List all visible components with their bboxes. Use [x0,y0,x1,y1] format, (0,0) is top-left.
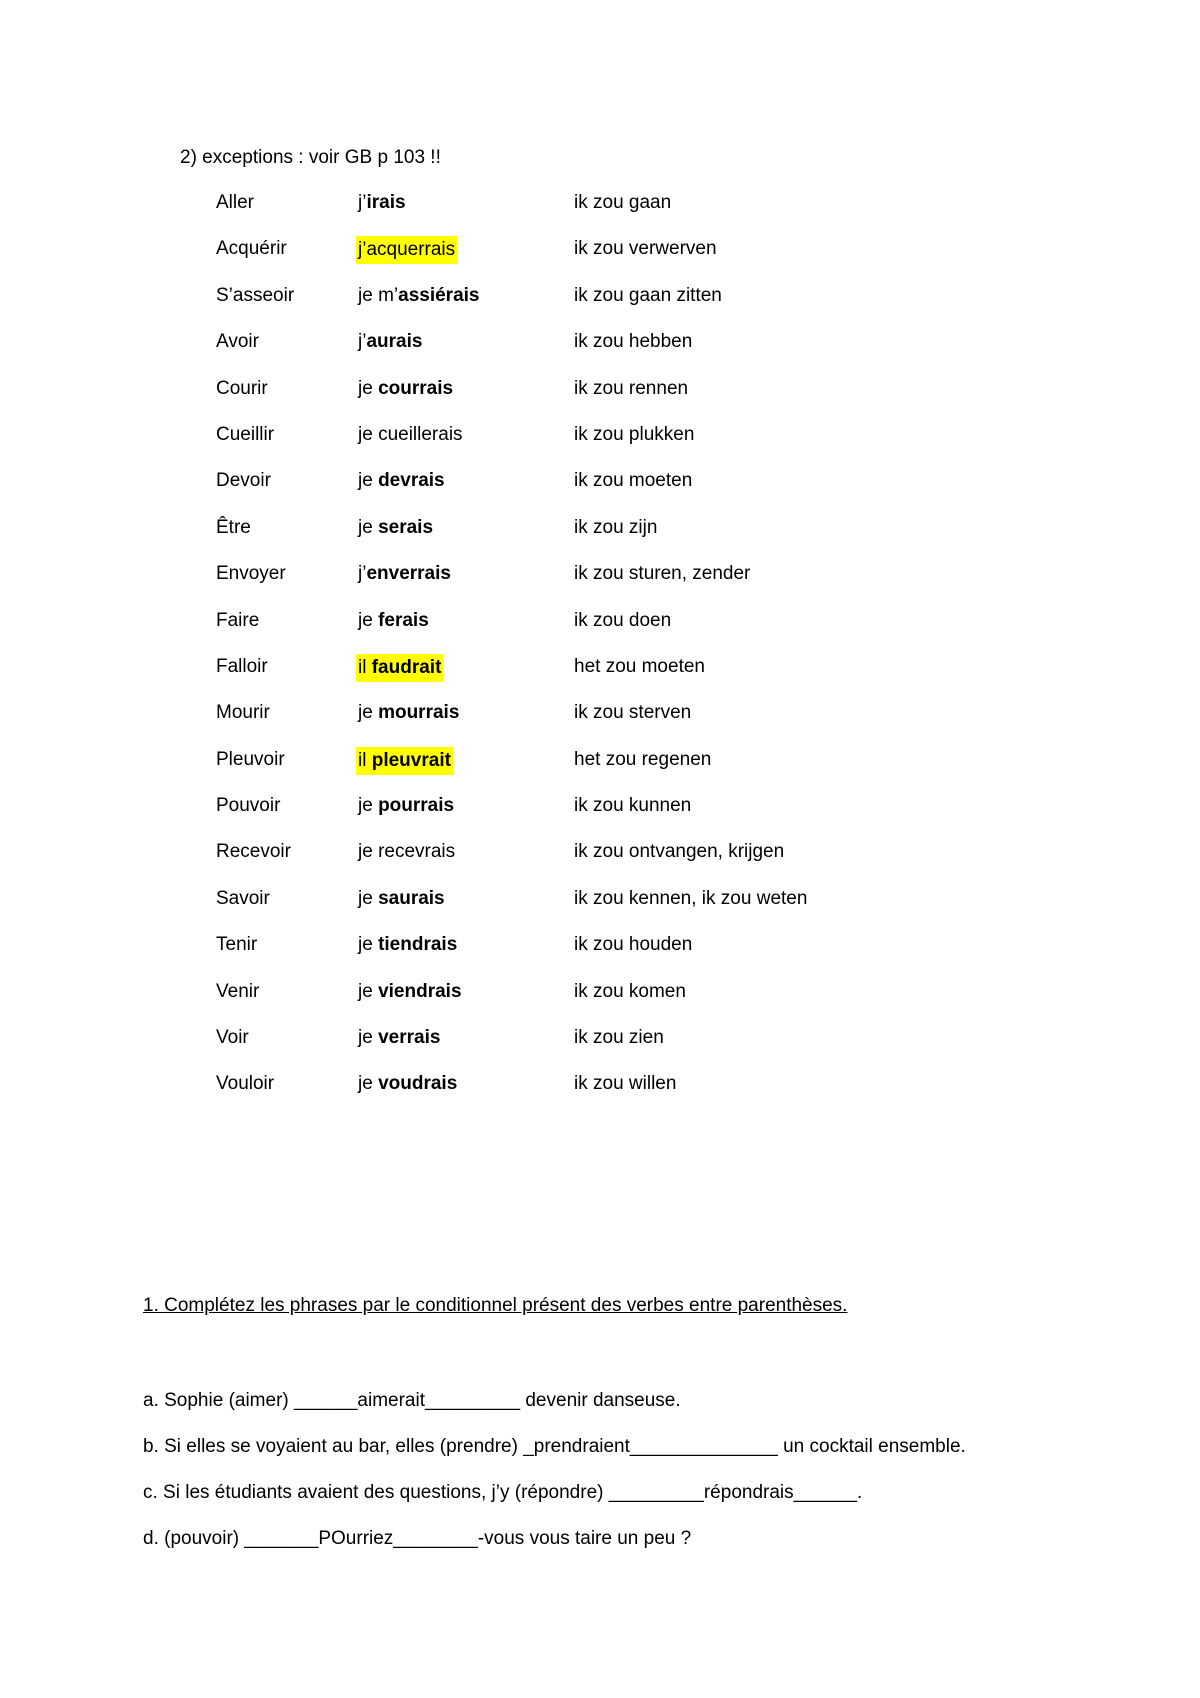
verb-row [216,422,1016,468]
exercise-sentence-d: d. (pouvoir) _______POurriez________-vous vous taire un peu ? [143,1528,692,1549]
verb-infinitive: Envoyer [216,563,286,585]
verb-conditional [358,979,462,1005]
verb-row [216,747,1016,793]
conditional-stem: je [358,1027,379,1049]
verb-infinitive: Faire [216,609,260,631]
verb-translation: ik zou gaan zitten [574,284,722,306]
conditional-stem: je [358,516,379,538]
verb-row [216,1071,1016,1117]
verb-row [216,654,1016,700]
verb-conditional [356,236,457,264]
conditional-form-bold: aurais [366,331,423,353]
verb-conditional [356,654,443,682]
verb-row [216,979,1016,1025]
verb-translation: ik zou willen [574,1073,677,1095]
verb-conditional [358,376,453,402]
exercise-title: 1. Complétez les phrases par le conditionnel présent des verbes entre parenthèses. [143,1295,848,1316]
verb-row [216,376,1016,422]
conditional-form-bold: devrais [378,470,445,492]
conditional-stem: je [358,702,379,724]
verb-infinitive: Avoir [216,331,259,353]
conditional-stem: j’ [358,563,367,585]
verb-row [216,839,1016,885]
verb-row [216,932,1016,978]
conditional-stem: je [358,795,379,817]
verb-infinitive: Pleuvoir [216,748,285,770]
verb-infinitive: Tenir [216,934,258,956]
conditional-stem: j’ [358,331,367,353]
conditional-stem: je cueillerais [358,423,463,445]
verb-row [216,283,1016,329]
conditional-form-bold: viendrais [378,980,462,1002]
verb-translation: ik zou zien [574,1027,664,1049]
verb-row [216,608,1016,654]
verb-infinitive: Acquérir [216,238,287,260]
conditional-form-bold: irais [366,192,406,213]
conditional-stem: je [358,887,379,909]
verb-translation: ik zou komen [574,980,686,1002]
verb-translation: ik zou kennen, ik zou weten [574,887,808,909]
verb-conditional [358,329,422,355]
verb-translation: ik zou verwerven [574,238,717,260]
conditional-stem: je recevrais [358,841,456,863]
conditional-stem: il [358,656,372,678]
verb-translation: ik zou rennen [574,377,689,399]
verb-conditional [358,932,457,958]
conditional-stem: je [358,470,379,492]
conditional-form-bold: courrais [378,377,454,399]
verb-row [216,190,1016,236]
conditional-form-bold: mourrais [378,702,460,724]
conditional-form-bold: tiendrais [378,934,458,956]
conditional-form-bold: assiérais [398,284,480,306]
verb-infinitive: Courir [216,377,268,399]
verb-translation: ik zou zijn [574,516,658,538]
conditional-stem: il [358,749,372,771]
verb-conditional [358,422,463,448]
verb-infinitive: S’asseoir [216,284,295,306]
verb-translation: ik zou sturen, zender [574,563,751,585]
verb-translation: ik zou moeten [574,470,693,492]
conditional-form-bold: verrais [378,1027,441,1049]
conditional-form-bold: faudrait [371,656,442,678]
verb-translation: ik zou sterven [574,702,692,724]
verb-conditional [356,747,453,775]
conditional-stem: je [358,980,379,1002]
conditional-stem: je m’ [358,284,399,306]
verb-translation: ik zou gaan [574,192,672,213]
verb-translation: ik zou doen [574,609,672,631]
verb-translation: ik zou kunnen [574,795,692,817]
verb-row [216,561,1016,607]
verb-conditional [358,1025,440,1051]
verb-infinitive: Recevoir [216,841,291,863]
verb-conditional [358,561,451,587]
verb-row [216,236,1016,282]
verb-conditional [358,886,445,912]
exercise-sentence-c: c. Si les étudiants avaient des questions, j’y (répondre) _________répondrais______. [143,1482,863,1503]
verb-infinitive: Être [216,516,251,538]
verb-row [216,700,1016,746]
verb-conditional [358,793,454,819]
conditional-form-bold: saurais [378,887,445,909]
conditional-stem: j’ [358,192,367,213]
conditional-form-bold: pleuvrait [371,749,451,771]
verb-row [216,329,1016,375]
verb-conditional [358,700,459,726]
verb-row [216,468,1016,514]
verb-row [216,793,1016,839]
verb-infinitive: Pouvoir [216,795,281,817]
conditional-stem: je [358,377,379,399]
verb-infinitive: Vouloir [216,1073,275,1095]
verb-conditional [358,468,445,494]
verb-row [216,886,1016,932]
conditional-stem: je [358,934,379,956]
verb-translation: ik zou ontvangen, krijgen [574,841,785,863]
verb-conditional [358,1071,457,1097]
verb-translation: het zou regenen [574,748,712,770]
verb-conditional [358,190,406,216]
verb-conditional [358,283,479,309]
verb-conditional [358,608,429,634]
verb-infinitive: Venir [216,980,260,1002]
verb-infinitive: Devoir [216,470,271,492]
verb-infinitive: Cueillir [216,423,275,445]
verb-table [216,190,1016,1118]
verb-translation: het zou moeten [574,655,705,677]
conditional-form-bold: ferais [378,609,429,631]
verb-infinitive: Voir [216,1027,249,1049]
verb-infinitive: Aller [216,192,255,213]
verb-conditional [358,839,455,865]
conditional-stem: je [358,609,379,631]
exercise-sentence-b: b. Si elles se voyaient au bar, elles (prendre) _prendraient______________ un cocktail ensemble. [143,1436,966,1457]
conditional-stem: je [358,1073,379,1095]
verb-translation: ik zou houden [574,934,693,956]
section-heading: 2) exceptions : voir GB p 103 !! [180,147,441,168]
conditional-form-bold: voudrais [378,1073,458,1095]
verb-infinitive: Mourir [216,702,270,724]
conditional-stem: j’acquerrais [358,239,456,261]
conditional-form-bold: pourrais [378,795,455,817]
verb-infinitive: Falloir [216,655,268,677]
verb-conditional [358,515,433,541]
verb-row [216,515,1016,561]
verb-translation: ik zou plukken [574,423,695,445]
conditional-form-bold: serais [378,516,434,538]
verb-translation: ik zou hebben [574,331,693,353]
verb-infinitive: Savoir [216,887,270,909]
exercise-sentence-a: a. Sophie (aimer) ______aimerait_________ devenir danseuse. [143,1390,681,1411]
verb-row [216,1025,1016,1071]
conditional-form-bold: enverrais [366,563,451,585]
